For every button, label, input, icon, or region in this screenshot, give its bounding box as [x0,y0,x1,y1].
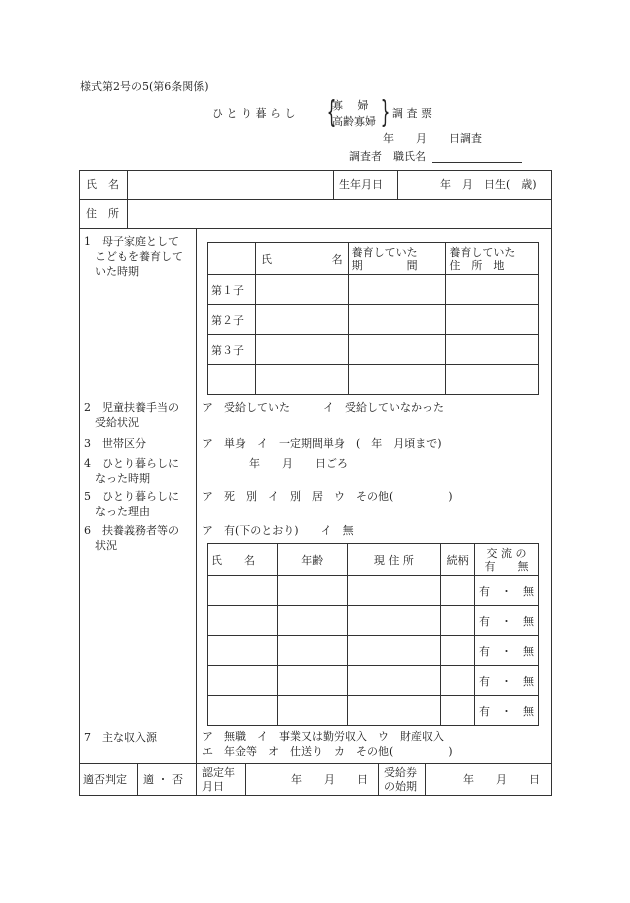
footer-divider-5 [425,763,426,796]
section-7-label: 7 主な収入源 [84,731,157,744]
support-header-exchange-1: 交 流 の [486,546,527,560]
footer-line [79,763,552,764]
support-name-cell[interactable] [208,666,278,696]
survey-date: 年 月 日調査 [383,132,482,145]
child-period-cell[interactable] [348,365,446,395]
support-header-exchange [475,544,539,576]
address-label: 住 所 [86,207,119,220]
exchange-option: 有 ・ 無 [479,674,535,688]
judge-label: 適否判定 [83,773,127,786]
child-table-header-place [446,243,539,275]
child-table-corner [208,243,256,275]
section-3-label: 3 世帯区分 [84,437,146,450]
voucher-label-1: 受給券 [384,766,417,779]
name-label: 氏 名 [86,178,119,191]
birth-label: 生年月日 [339,178,383,191]
section-6-value: ア 有(下のとおり) イ 無 [202,524,354,537]
support-name-cell[interactable] [208,606,278,636]
cert-label-2: 月日 [202,780,224,793]
section-6-label: 6 扶養義務者等の 状況 [84,524,179,552]
title-option-elderly-widow: 高齢寡婦 [332,115,376,128]
child-period-cell[interactable] [348,275,446,305]
child-header-place-1: 養育していた [449,245,516,259]
support-header-address-text: 現 住 所 [373,553,414,567]
support-name-cell[interactable] [208,696,278,726]
child-header-period-1: 養育していた [351,245,418,259]
support-table [207,543,539,726]
exchange-option: 有 ・ 無 [479,644,535,658]
support-header-relation [441,544,475,576]
section-5-label: 5 ひとり暮らしに なった理由 [84,490,179,518]
exchange-option: 有 ・ 無 [479,704,535,718]
cert-date-value[interactable]: 年 月 日 [291,773,368,786]
support-relation-cell[interactable] [441,576,475,606]
support-header-name [208,544,278,576]
support-name-cell[interactable] [208,636,278,666]
support-name-cell[interactable] [208,576,278,606]
support-exchange-cell[interactable] [475,576,539,606]
support-relation-cell[interactable] [441,666,475,696]
support-relation-cell[interactable] [441,636,475,666]
section-2-label: 2 児童扶養手当の 受給状況 [84,401,179,429]
title-prefix: ひ と り 暮 ら し [212,107,296,120]
child-header-name-1: 氏 [260,252,272,266]
support-address-cell[interactable] [347,636,441,666]
support-age-cell[interactable] [277,666,347,696]
child-header-place-2: 住 所 地 [449,258,505,272]
support-relation-cell[interactable] [441,606,475,636]
child-row-label: 第１子 [208,275,256,305]
child-name-cell[interactable] [255,275,348,305]
support-age-cell[interactable] [277,636,347,666]
support-exchange-cell[interactable] [475,606,539,636]
surveyor-label: 調査者 職氏名 [349,150,426,163]
support-age-cell[interactable] [277,606,347,636]
exchange-option: 有 ・ 無 [479,614,535,628]
support-exchange-cell[interactable] [475,636,539,666]
support-address-cell[interactable] [347,606,441,636]
brace-left: { [326,95,337,130]
footer-divider-2 [196,763,197,796]
section-7-value-line-1: ア 無職 イ 事業又は勤労収入 ウ 財産収入 [202,730,444,743]
support-address-cell[interactable] [347,696,441,726]
row-line-2 [79,228,552,229]
form-number: 様式第2号の5(第6条関係) [80,80,209,93]
child-name-cell[interactable] [255,305,348,335]
row-line-1 [79,199,552,200]
footer-divider-3 [245,763,246,796]
support-header-relation-text: 続柄 [446,553,469,567]
surveyor-underline [432,162,522,163]
form-title [212,95,502,132]
support-exchange-cell[interactable] [475,696,539,726]
child-row-label: 第２子 [208,305,256,335]
child-row-label: 第３子 [208,335,256,365]
support-address-cell[interactable] [347,576,441,606]
child-name-cell[interactable] [255,335,348,365]
child-header-period-2: 期 間 [351,258,418,272]
child-table-header-name [255,243,348,275]
child-place-cell[interactable] [446,305,539,335]
support-header-exchange-2: 有 無 [484,559,529,573]
section-4-label: 4 ひとり暮らしに なった時期 [84,457,179,485]
support-header-age-text: 年齢 [301,553,324,567]
brace-right: } [380,95,391,130]
child-header-name-2: 名 [331,252,343,266]
section-4-value: 年 月 日ごろ [249,457,348,470]
voucher-label-2: の始期 [384,780,417,793]
section-5-value: ア 死 別 イ 別 居 ウ その他( ) [202,490,453,503]
exchange-option: 有 ・ 無 [479,584,535,598]
voucher-date-value[interactable]: 年 月 日 [463,773,540,786]
support-relation-cell[interactable] [441,696,475,726]
child-table [207,242,539,395]
child-place-cell[interactable] [446,275,539,305]
support-age-cell[interactable] [277,576,347,606]
birth-value: 年 月 日生( 歳) [440,178,537,191]
support-header-age [277,544,347,576]
birth-divider-1 [333,170,334,199]
support-header-name-text: 氏 名 [211,553,255,567]
child-period-cell[interactable] [348,305,446,335]
title-suffix: 調 査 票 [392,107,432,120]
birth-divider-2 [397,170,398,199]
support-age-cell[interactable] [277,696,347,726]
cert-label-1: 認定年 [202,766,235,779]
footer-divider-4 [378,763,379,796]
title-option-widow: 寡 婦 [332,99,369,112]
child-row-label [208,365,256,395]
support-exchange-cell[interactable] [475,666,539,696]
section-divider [196,228,197,763]
footer-divider-1 [137,763,138,796]
section-7-value-line-2: エ 年金等 オ 仕送り カ その他( ) [202,745,453,758]
child-period-cell[interactable] [348,335,446,365]
support-address-cell[interactable] [347,666,441,696]
section-2-value: ア 受給していた イ 受給していなかった [202,401,444,414]
section-3-value: ア 単身 イ 一定期間単身 ( 年 月頃まで) [202,437,442,450]
child-table-header-period [348,243,446,275]
judge-value[interactable]: 適 ・ 否 [143,773,183,786]
child-place-cell[interactable] [446,335,539,365]
child-name-cell[interactable] [255,365,348,395]
support-header-address [347,544,441,576]
child-place-cell[interactable] [446,365,539,395]
section-1-label: 1 母子家庭として こどもを養育して いた時期 [84,235,183,278]
